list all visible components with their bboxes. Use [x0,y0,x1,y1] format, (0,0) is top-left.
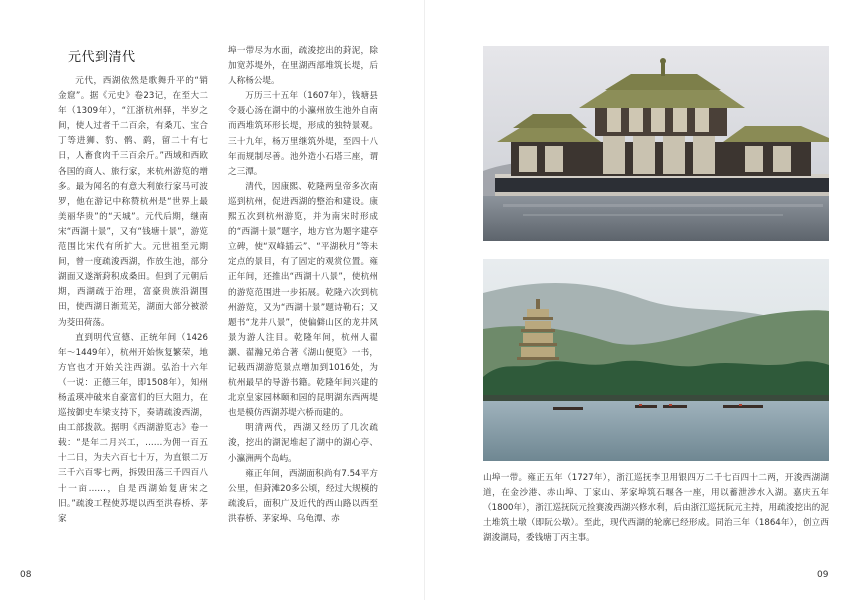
paragraph: 清代，因康熙、乾隆两皇帝多次南巡到杭州，促进西湖的整治和建设。康熙五次到杭州游览，并为南宋时形成的“西湖十景”题字，地方官为题字建亭立碑，使“双峰插云”、“平湖秋月”等未定点的景目，有了固定的观赏位置。雍正年间，还推出“西湖十八景”，使杭州的游览范围进一步拓展。乾隆六次到杭州游览，又为“西湖十景”题诗勒石；又题书“龙井八景”，使偏僻山区的龙井风景为游人注目。乾隆年间，杭州人翟灏、翟瀚兄弟合著《湖山便览》一书，记载西湖游览景点增加到1016处，为杭州最早的导游书籍。乾隆年间兴建的北京皇家园林颐和园的昆明湖东西两堤也是模仿西湖苏堤六桥而建的。 [228,181,378,419]
paragraph: 直到明代宣德、正统年间（1426年～1449年），杭州开始恢复繁荣，地方官也才开始关注西湖。弘治十六年（一说：正德三年，即1508年），知州杨孟瑛冲破来自豪富们的巨大阻力，在巡按御史车梁支持下，奏请疏浚西湖，由工部拨款。据明《西湖游览志》卷一载：“是年二月兴工，……为佣一百五十二日，为夫六百七十万，为直银二万三千六百零七两，拆毁田荡三千四百八十一亩……，自是西湖始复唐宋之旧。”疏浚工程使苏堤以西至洪春桥、茅家 [58,332,208,524]
page-number-left: 08 [20,570,32,580]
text-column-2 [228,44,378,527]
paragraph: 埠一带尽为水面，疏浚挖出的葑泥，除加宽苏堤外，在里湖西部堆筑长堤，后人称杨公堤。 [228,46,378,87]
paragraph: 元代，西湖依然是歌舞升平的“销金窟”。据《元史》卷23记，在至大二年（1309年），“江浙杭州驿，半岁之间，使人过者千二百余，有桑兀、宝合丁等进狮、豹、鹘、鹞，留二十有七日，人畜食肉千三百余斤。”西域和西欧各国的商人、旅行家，来杭州游览的增多。最为闻名的有意大利旅行家马可波罗，他在游记中称赞杭州是“世界上最美丽华贵”的“天城”。元代后期，继南宋“西湖十景”，又有“钱塘十景”，游览范围比宋代有所扩大。元世祖至元期间，曾一度疏浚西湖，作放生池，部分湖面又遂渐葑积成桑田。但到了元朝后期，西湖疏于治理，富豪贵族沿湖围田，使西湖日渐荒芜，湖面大部分被淤为茭田荷荡。 [58,76,208,328]
paragraph: 明清两代，西湖又经历了几次疏浚，挖出的湖泥堆起了湖中的湖心亭、小瀛洲两个岛屿。 [228,423,378,464]
pavilion-photo [483,46,829,241]
left-page [0,0,424,600]
paragraph: 雍正年间，西湖面积尚有7.54平方公里，但葑滩20多公顷，经过大规模的疏浚后，面积广及近代的西山路以西至洪春桥、茅家埠、乌龟潭、赤 [228,468,378,524]
right-page [425,0,849,600]
page-number-right: 09 [817,570,829,580]
section-title: 元代到清代 [68,50,136,65]
text-column-1 [58,74,208,527]
lake-pagoda-photo [483,259,829,461]
photo-caption-text: 山埠一带。雍正五年（1727年），浙江巡抚李卫用银四万二千七百四十二两，开浚西湖湖道，在金沙港、赤山埠、丁家山、茅家埠筑石堰各一座，用以蓄泄涉水入湖。嘉庆五年（1800年），浙江巡抚阮元捡赛浚西湖兴修水利，后由浙江巡抚阮元主持，用疏浚挖出的泥土堆筑土墩（即阮公墩）。至此，现代西湖的轮廓已经形成。同治三年（1864年），创立西湖浚湖局，委钱塘丁丙主事。 [483,473,829,543]
paragraph: 万历三十五年（1607年），钱塘县令聂心汤在湖中的小瀛州放生池外自南而西堆筑环形长堤，形成的独特景观。三十九年，杨万里继筑外堤，至四十八年而规制尽善。池外造小石塔三座，谓之三潭。 [228,91,378,177]
